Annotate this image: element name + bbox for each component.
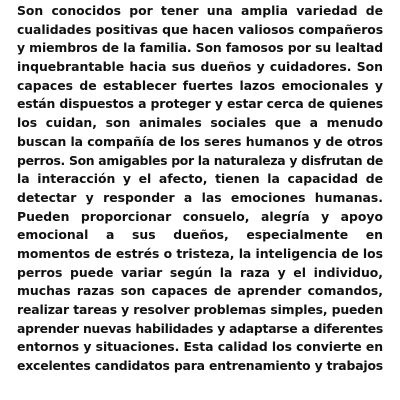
body-paragraph bbox=[17, 2, 383, 376]
text-line: Son conocidos por tener una amplia variedad de bbox=[17, 3, 383, 18]
text-line: perros puede variar según la raza y el individuo, bbox=[17, 264, 383, 280]
text-line: detectar y responder a las emociones humanas. bbox=[17, 189, 383, 205]
text-line: muchas razas son capaces de aprender comandos, bbox=[17, 283, 383, 299]
text-line: aprender nuevas habilidades y adaptarse a diferentes bbox=[17, 320, 383, 336]
text-line: y miembros de la familia. Son famosos por su lealtad bbox=[17, 40, 383, 56]
text-line: están dispuestos a proteger y estar cerca de quienes bbox=[17, 96, 384, 112]
text-line: buscan la compañía de los seres humanos y de otros bbox=[17, 133, 383, 149]
text-line: capaces de establecer fuertes lazos emocionales y bbox=[17, 77, 383, 93]
text-line: Pueden proporcionar consuelo, alegría y apoyo bbox=[17, 208, 383, 224]
text-line: cualidades positivas que hacen valiosos compañeros bbox=[17, 21, 383, 37]
text-line: la interacción y el afecto, tienen la capacidad de bbox=[17, 171, 383, 187]
text-line: momentos de estrés o tristeza, la inteligencia de los bbox=[17, 245, 383, 261]
text-line: realizar tareas y resolver problemas simples, pueden bbox=[17, 302, 384, 317]
text-line: emocional a sus dueños, especialmente en bbox=[17, 227, 383, 243]
text-line: perros. Son amigables por la naturaleza y disfrutan de bbox=[17, 152, 383, 168]
text-line: inquebrantable hacia sus dueños y cuidadores. Son bbox=[17, 59, 383, 75]
text-line: los cuidan, son animales sociales que a menudo bbox=[17, 115, 383, 131]
text-line: entornos y situaciones. Esta calidad los convierte en bbox=[17, 339, 383, 355]
text-line: excelentes candidatos para entrenamiento y trabajos bbox=[17, 358, 384, 374]
